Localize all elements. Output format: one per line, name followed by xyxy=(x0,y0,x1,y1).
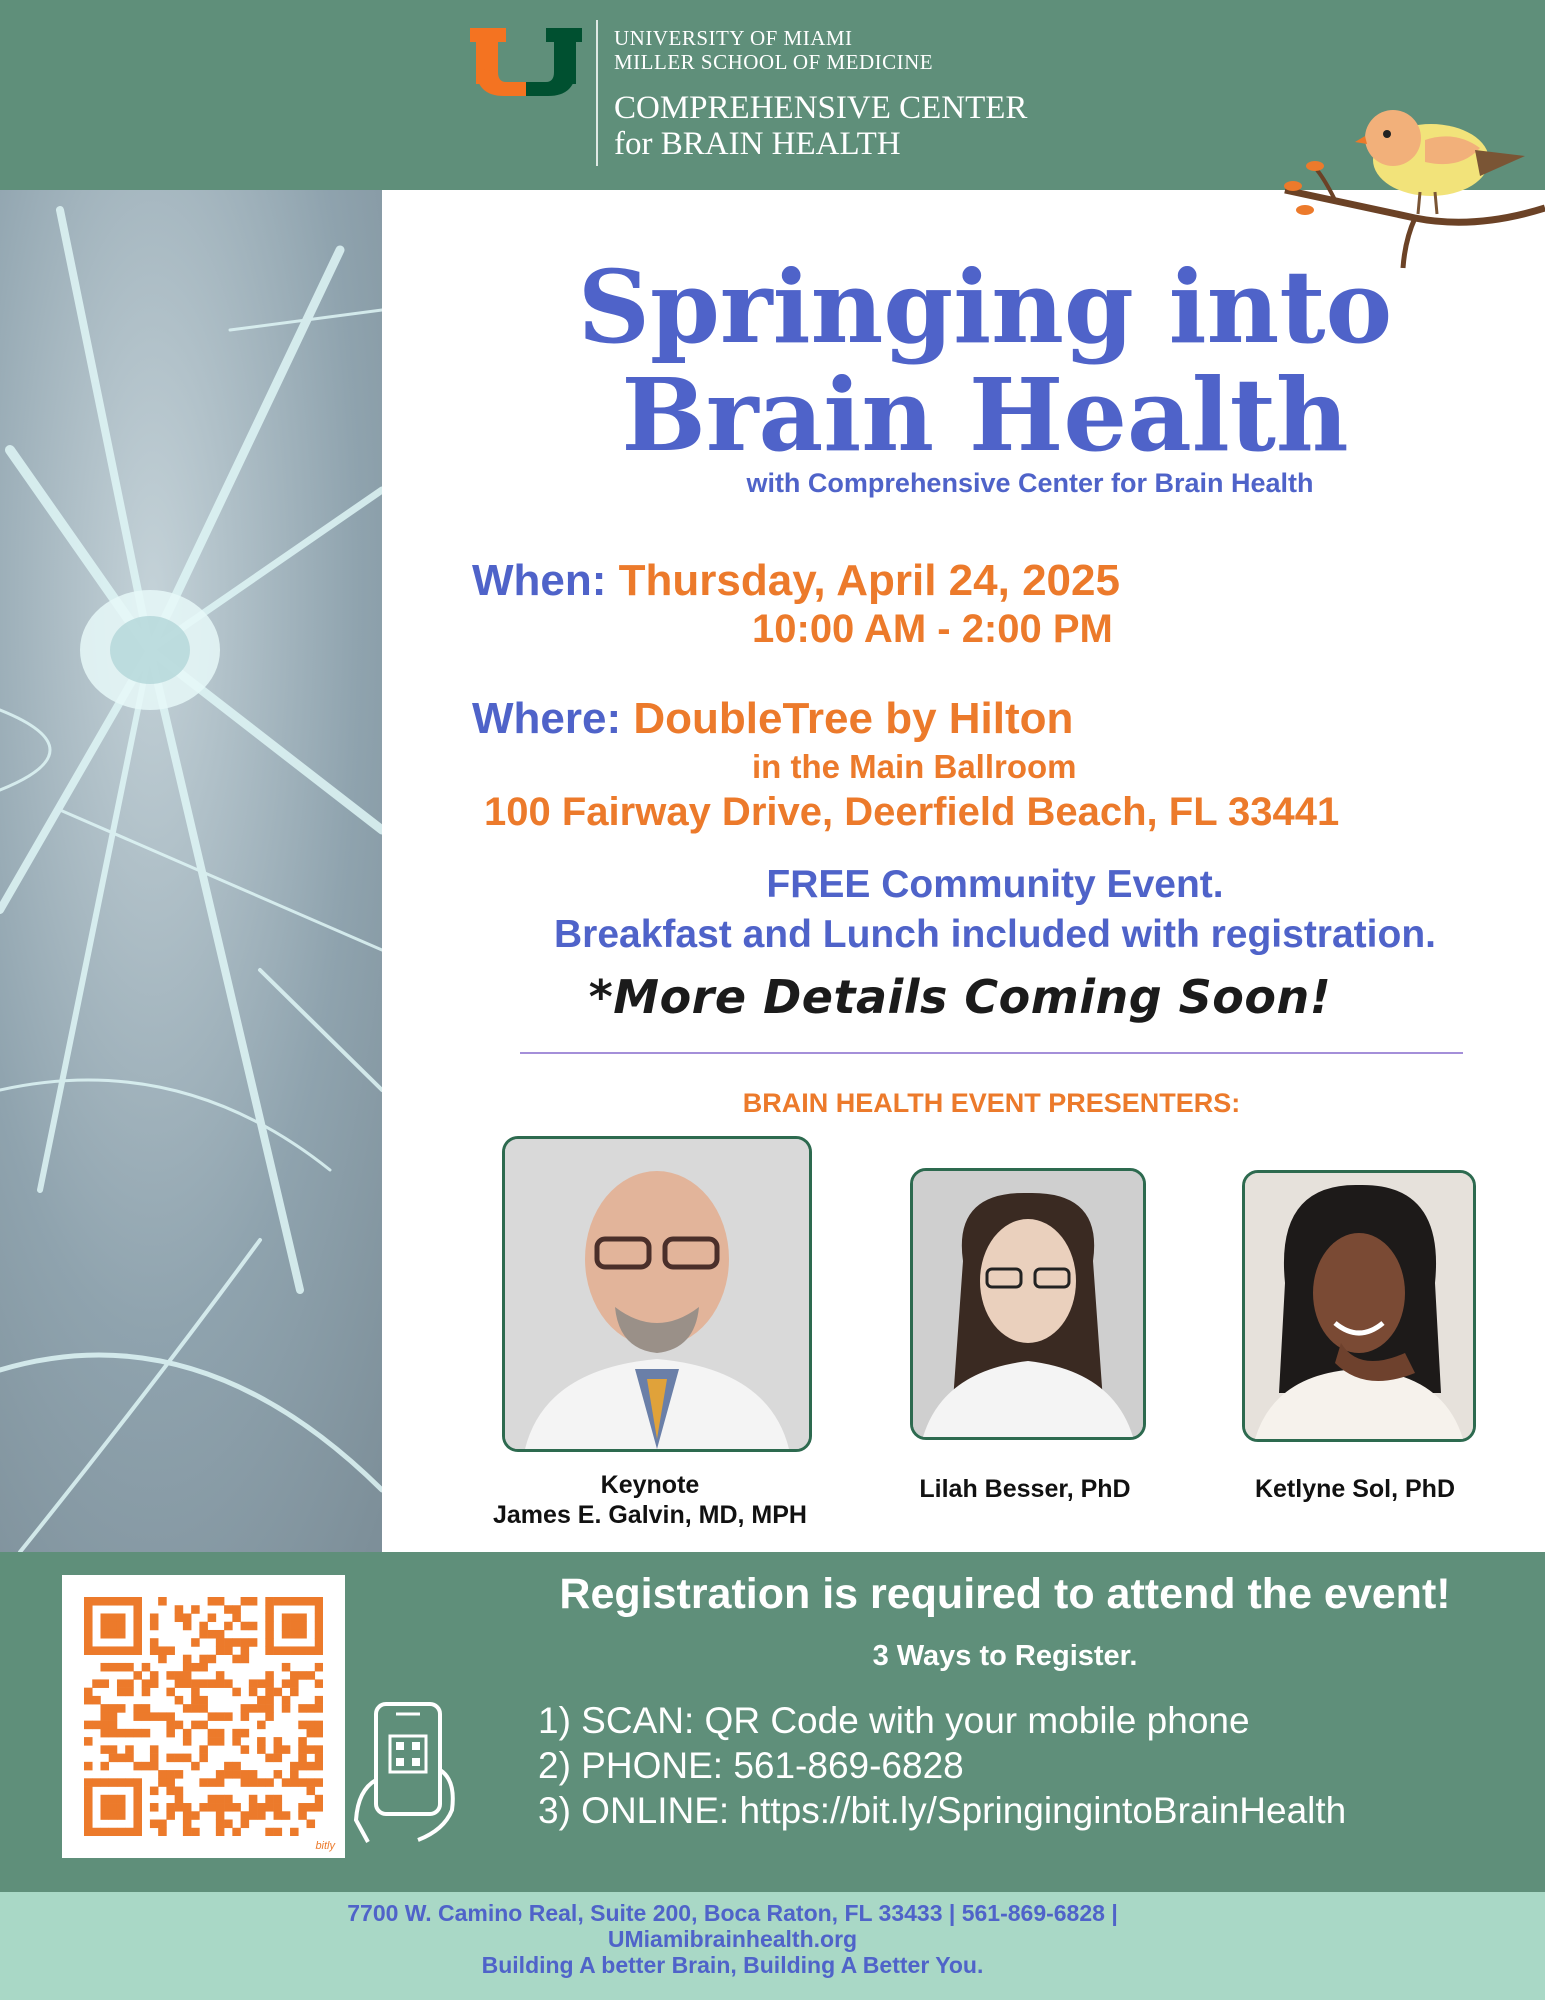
footer-tagline: Building A better Brain, Building A Better You. xyxy=(481,1952,984,1978)
qr-code[interactable] xyxy=(62,1575,345,1858)
event-title-line1: Springing into xyxy=(577,248,1393,366)
footer-address: 7700 W. Camino Real, Suite 200, Boca Raton, FL 33433 | 561-869-6828 | xyxy=(347,1900,1118,1926)
presenter-besser: Lilah Besser, PhD xyxy=(919,1475,1131,1503)
presenters-heading: BRAIN HEALTH EVENT PRESENTERS: xyxy=(742,1088,1241,1118)
where-venue: DoubleTree by Hilton xyxy=(633,694,1074,743)
when-time: 10:00 AM - 2:00 PM xyxy=(752,607,1113,651)
u-logo-icon xyxy=(470,28,582,98)
neuron-image xyxy=(0,190,382,1552)
presenter-role: Keynote xyxy=(600,1471,700,1499)
where-label: Where: xyxy=(472,694,622,743)
when-row xyxy=(472,556,1120,606)
header-institution xyxy=(614,26,1027,162)
where-address: 100 Fairway Drive, Deerfield Beach, FL 33441 xyxy=(484,790,1340,834)
when-date: Thursday, April 24, 2025 xyxy=(618,556,1120,605)
presenter-photo-galvin xyxy=(502,1136,812,1452)
qr-code-icon xyxy=(84,1597,323,1836)
phone-scan-icon xyxy=(348,1700,458,1845)
logo-divider xyxy=(596,20,598,166)
center-name-line2: for BRAIN HEALTH xyxy=(614,126,901,162)
more-details-note: *More Details Coming Soon! xyxy=(588,970,1332,1024)
registration-heading: Registration is required to attend the event! xyxy=(559,1570,1451,1618)
school-name: MILLER SCHOOL OF MEDICINE xyxy=(614,50,934,74)
registration-ways: 3 Ways to Register. xyxy=(872,1640,1138,1672)
section-divider xyxy=(520,1052,1463,1054)
free-event-line: FREE Community Event. xyxy=(766,863,1224,906)
presenter-photo-sol xyxy=(1242,1170,1476,1442)
register-step-phone[interactable]: 2) PHONE: 561-869-6828 xyxy=(538,1745,964,1786)
when-label: When: xyxy=(472,556,607,605)
presenter-photo-besser xyxy=(910,1168,1146,1440)
footer-website[interactable]: UMiamibrainhealth.org xyxy=(607,1926,858,1952)
center-name-line1: COMPREHENSIVE CENTER xyxy=(614,90,1028,126)
presenter-name: James E. Galvin, MD, MPH xyxy=(493,1501,807,1529)
event-title-line2: Brain Health xyxy=(621,356,1349,474)
where-row xyxy=(472,694,1073,744)
register-step-online[interactable]: 3) ONLINE: https://bit.ly/SpringingintoBrainHealth xyxy=(538,1790,1347,1831)
university-name: UNIVERSITY OF MIAMI xyxy=(614,26,853,50)
register-step-scan: 1) SCAN: QR Code with your mobile phone xyxy=(538,1700,1250,1741)
meals-line: Breakfast and Lunch included with registration. xyxy=(554,913,1436,956)
event-subtitle: with Comprehensive Center for Brain Health xyxy=(746,468,1314,498)
qr-brand: bitly xyxy=(315,1840,335,1852)
presenter-galvin xyxy=(440,1470,860,1530)
presenter-sol: Ketlyne Sol, PhD xyxy=(1254,1475,1456,1503)
where-room: in the Main Ballroom xyxy=(752,748,1077,785)
